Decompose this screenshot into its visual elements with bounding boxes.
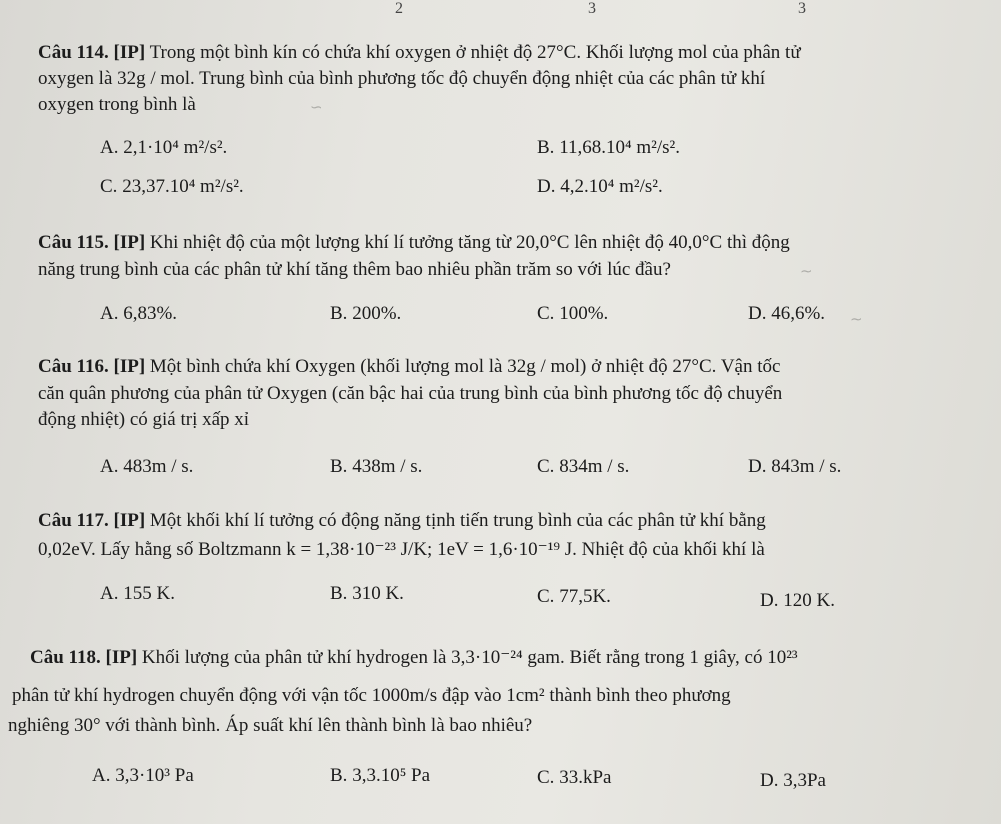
option-d[interactable]: D. 46,6%. (748, 303, 826, 324)
option-d[interactable]: D. 3,3Pa (760, 770, 826, 791)
question-number: Câu 115. [IP] (38, 232, 146, 253)
question-line: Khi nhiệt độ của một lượng khí lí tưởng tăng từ 20,0°C lên nhiệt độ 40,0°C thì động (149, 232, 790, 253)
option-b[interactable]: B. 3,3.10⁵ Pa (330, 765, 431, 786)
pencil-scribble: ∽ (310, 98, 323, 116)
question-line: Khối lượng của phân tử khí hydrogen là 3,3·10⁻²⁴ gam. Biết rằng trong 1 giây, có 10²³ (141, 647, 798, 668)
option-d[interactable]: D. 4,2.10⁴ m²/s². (537, 176, 663, 197)
pencil-scribble: ∼ (800, 262, 813, 280)
option-c[interactable]: C. 33.kPa (537, 767, 612, 788)
option-a[interactable]: A. 2,1·10⁴ m²/s². (100, 137, 228, 158)
option-c[interactable]: C. 23,37.10⁴ m²/s². (100, 176, 244, 197)
question-line: phân tử khí hydrogen chuyển động với vận tốc 1000m/s đập vào 1cm² thành bình theo phương (12, 685, 731, 706)
page-mark: 2 (395, 0, 403, 17)
option-c[interactable]: C. 834m / s. (537, 456, 630, 477)
question-number: Câu 116. [IP] (38, 356, 146, 377)
page-mark: 3 (798, 0, 806, 17)
option-c[interactable]: C. 77,5K. (537, 586, 611, 607)
question-line: nghiêng 30° với thành bình. Áp suất khí lên thành bình là bao nhiêu? (8, 715, 533, 736)
question-line: oxygen là 32g / mol. Trung bình của bình phương tốc độ chuyển động nhiệt của các phân tử khí (38, 68, 766, 89)
option-a[interactable]: A. 6,83%. (100, 303, 178, 324)
option-a[interactable]: A. 155 K. (100, 583, 175, 604)
question-number: Câu 117. [IP] (38, 510, 146, 531)
option-d[interactable]: D. 843m / s. (748, 456, 842, 477)
option-a[interactable]: A. 483m / s. (100, 456, 194, 477)
question-line: 0,02eV. Lấy hằng số Boltzmann k = 1,38·10⁻²³ J/K; 1eV = 1,6·10⁻¹⁹ J. Nhiệt độ của khối khí là (38, 539, 765, 560)
option-b[interactable]: B. 438m / s. (330, 456, 423, 477)
option-d[interactable]: D. 120 K. (760, 590, 835, 611)
question-line: căn quân phương của phân tử Oxygen (căn bậc hai của trung bình của bình phương tốc độ chuyển (38, 383, 783, 404)
option-b[interactable]: B. 200%. (330, 303, 402, 324)
question-line: Một bình chứa khí Oxygen (khối lượng mol là 32g / mol) ở nhiệt độ 27°C. Vận tốc (149, 356, 781, 377)
option-a[interactable]: A. 3,3·10³ Pa (92, 765, 194, 786)
page-mark: 3 (588, 0, 596, 17)
option-b[interactable]: B. 11,68.10⁴ m²/s². (537, 137, 680, 158)
question-line: Trong một bình kín có chứa khí oxygen ở nhiệt độ 27°C. Khối lượng mol của phân tử (149, 42, 801, 63)
question-line: Một khối khí lí tưởng có động năng tịnh tiến trung bình của các phân tử khí bằng (149, 510, 766, 531)
option-b[interactable]: B. 310 K. (330, 583, 404, 604)
question-line: động nhiệt) có giá trị xấp xỉ (38, 409, 250, 430)
previous-page-marks (0, 0, 1001, 24)
question-line: năng trung bình của các phân tử khí tăng thêm bao nhiêu phần trăm so với lúc đầu? (38, 259, 671, 280)
question-number: Câu 114. [IP] (38, 42, 146, 63)
question-line: oxygen trong bình là (38, 94, 196, 115)
option-c[interactable]: C. 100%. (537, 303, 609, 324)
question-number: Câu 118. [IP] (30, 647, 138, 668)
pencil-scribble: ∼ (850, 310, 863, 328)
